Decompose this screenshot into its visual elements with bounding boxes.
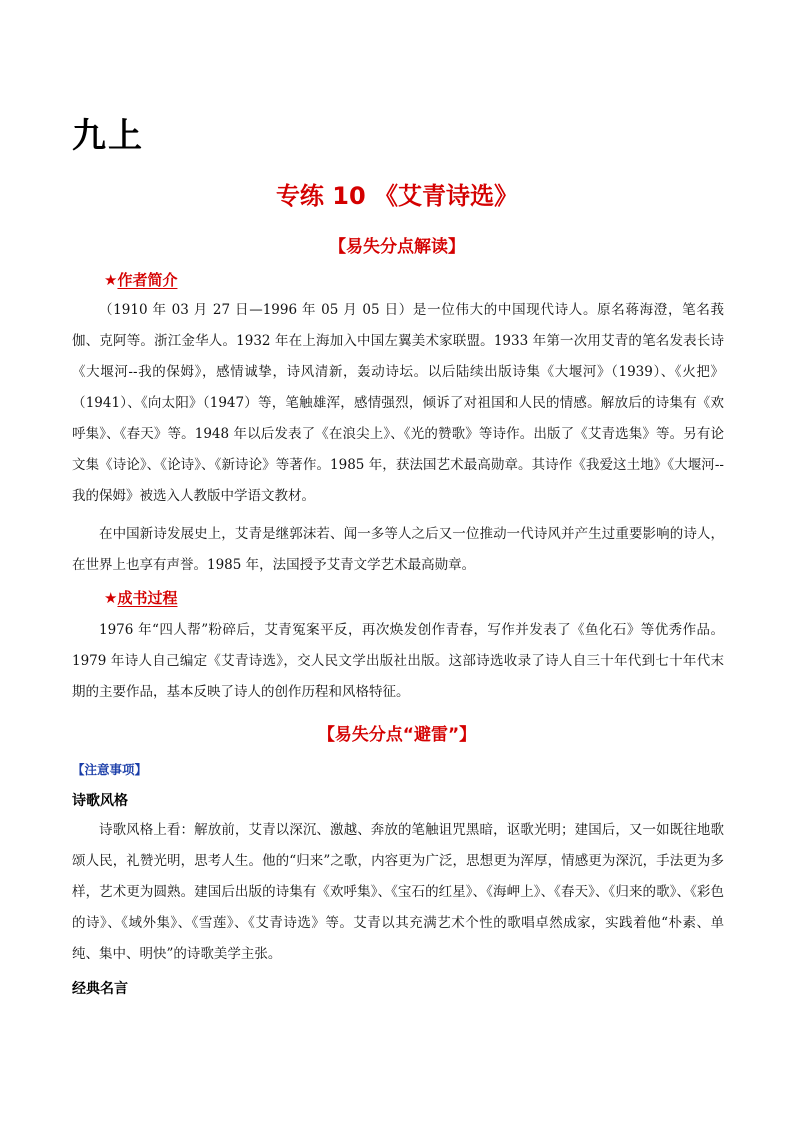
star-icon: ★ bbox=[104, 589, 118, 607]
poetry-style-heading: 诗歌风格 bbox=[72, 793, 128, 809]
avoid-errors-heading: 【易失分点“避雷”】 bbox=[317, 725, 477, 745]
grade-label: 九上 bbox=[72, 116, 144, 156]
poetry-style-paragraph: 诗歌风格上看：解放前，艾青以深沉、激越、奔放的笔触诅咒黑暗，讴歌光明；建国后，又一如既往地歌颂人民，礼赞光明，思考人生。他的“归来”之歌，内容更为广泛，思想更为浑厚，情感更为深沉，手法更为多样，艺术更为圆熟。建国后出版的诗集有《欢呼集》、《宝石的红星》、《海岬上》、《春天》、《归来的歌》、《彩色的诗》、《域外集》、《雪莲》、《艾青诗选》等。艾青以其充满艺术个性的歌唱卓然成家，实践着他“朴素、单纯、集中、明快”的诗歌美学主张。 bbox=[72, 822, 724, 962]
book-process-label: 成书过程 bbox=[117, 589, 178, 607]
book-process-paragraph: 1976 年“四人帮”粉碎后，艾青冤案平反，再次焕发创作青春，写作并发表了《鱼化石》等优秀作品。1979 年诗人自己编定《艾青诗选》，交人民文学出版社出版。这部诗选收录了诗人自三十年代到七十年代末期的主要作品，基本反映了诗人的创作历程和风格特征。 bbox=[72, 622, 724, 700]
author-intro-label: 作者简介 bbox=[117, 271, 178, 289]
section-subtitle: 【易失分点解读】 bbox=[329, 237, 465, 257]
classic-quotes-heading: 经典名言 bbox=[72, 981, 128, 997]
page-title: 专练 10 《艾青诗选》 bbox=[275, 182, 519, 210]
star-icon: ★ bbox=[104, 271, 118, 289]
book-process-heading bbox=[104, 587, 177, 608]
notes-label: 【注意事项】 bbox=[72, 762, 148, 777]
author-legacy-paragraph: 在中国新诗发展史上，艾青是继郭沫若、闻一多等人之后又一位推动一代诗风并产生过重要影响的诗人，在世界上也享有声誉。1985 年，法国授予艾青文学艺术最高勋章。 bbox=[72, 526, 724, 573]
author-intro-heading bbox=[104, 269, 177, 290]
author-intro-paragraph: （1910 年 03 月 27 日—1996 年 05 月 05 日）是一位伟大的中国现代诗人。原名蒋海澄，笔名莪伽、克阿等。浙江金华人。1932 年在上海加入中国左翼美术家联盟。1933 年第一次用艾青的笔名发表长诗《大堰河--我的保姆》，感情诚挚，诗风清新，轰动诗坛。以后陆续出版诗集《大堰河》（1939）、《火把》（1941）、《向太阳》（1947）等，笔触雄浑，感情强烈，倾诉了对祖国和人民的情感。解放后的诗集有《欢呼集》、《春天》等。1948 年以后发表了《在浪尖上》、《光的赞歌》等诗作。出版了《艾青选集》等。另有论文集《诗论》、《论诗》、《新诗论》等著作。1985 年，获法国艺术最高勋章。其诗作《我爱这土地》《大堰河--我的保姆》被选入人教版中学语文教材。 bbox=[72, 302, 724, 504]
